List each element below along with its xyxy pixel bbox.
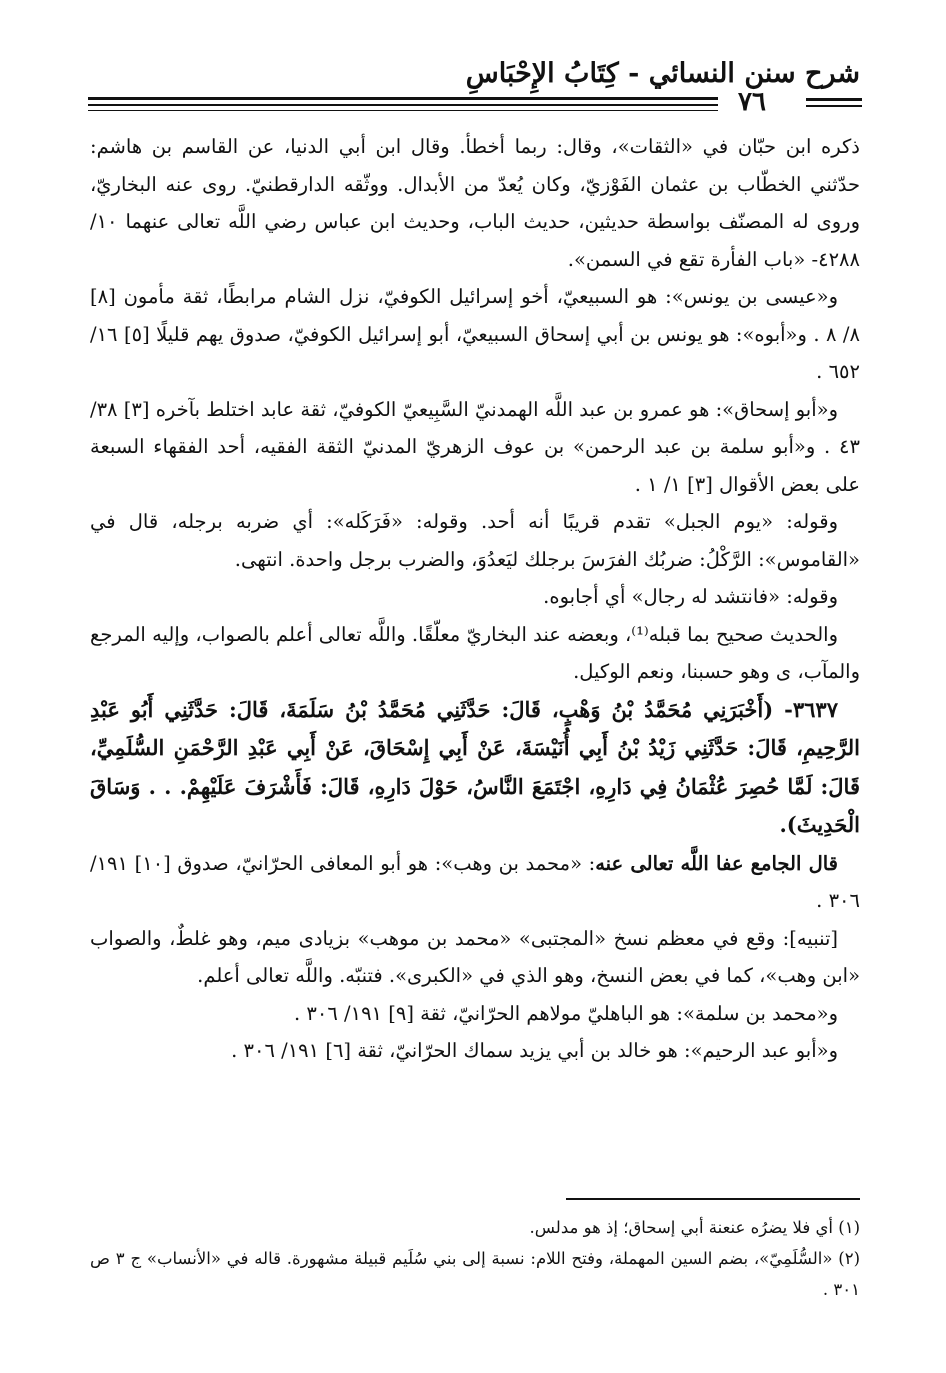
paragraph: و«أبو إسحاق»: هو عمرو بن عبد اللَّه الهمدنيّ السَّبِيعيّ الكوفيّ، ثقة عابد اختلط بآخره [٣] ٣٨/ ٤٣ . و«أبو سلمة بن عبد الرحمن» بن عوف الزهريّ المدنيّ الثقة الفقيه، أحد الفقهاء السبعة على بعض الأقوال [٣] ١/ ١ . [90, 397, 860, 496]
paragraph: والحديث صحيح بما قبله⁽¹⁾، وبعضه عند البخاريّ معلّقًا. واللَّه تعالى أعلم بالصواب، وإليه المرجع والمآب، ى وهو حسبنا، ونعم الوكيل. [90, 622, 860, 683]
paragraph: و«عيسى بن يونس»: هو السبيعيّ، أخو إسرائيل الكوفيّ، نزل الشام مرابطًا، ثقة مأمون [٨] ٨/ ٨ . و«أبوه»: هو يونس بن أبي إسحاق السبيعيّ، أبو إسرائيل الكوفيّ، صدوق يهم قليلًا [٥] ١٦/ ٦٥٢ . [90, 285, 860, 383]
paragraph: وقوله: «يوم الجبل» تقدم قريبًا أنه أحد. وقوله: «فَرَكَله»: أي ضربه برجله، قال في «القاموس»: الرَّكْلُ: ضربُك الفرَسَ برجلك ليَعدُوَ، والضرب برجل واحدة. انتهى. [90, 510, 860, 571]
paragraph [90, 845, 860, 920]
paragraph: ذكره ابن حبّان في «الثقات»، وقال: ربما أخطأ. وقال ابن أبي الدنيا، عن القاسم بن هاشم: حدّثني الخطّاب بن عثمان الفَوْزيّ، وكان يُعدّ من الأبدال. ووثّقه الدارقطنيّ. روى عنه البخاريّ، وروى له المصنّف بواسطة حديثين، حديث الباب، وحديث ابن عباس رضي اللَّه تعالى عنهما ١٠/ ٤٢٨٨- «باب الفأرة تقع في السمن». [90, 135, 860, 271]
page-number-rule [806, 105, 862, 107]
page-number-rule [806, 98, 862, 101]
footnotes [90, 1212, 860, 1305]
footnote: (١) أي فلا يضرُه عنعنة أبي إسحاق؛ إذ هو مدلس. [529, 1218, 860, 1237]
header-rule [88, 104, 718, 106]
footnote: (٢) «السُّلَمِيّ»، بضم السين المهملة، وفتح اللام: نسبة إلى بني سُلَيم قبيلة مشهورة. قاله في «الأنساب» ج ٣ ص ٣٠١ . [90, 1249, 860, 1299]
header-rule [88, 110, 718, 111]
running-header [90, 58, 860, 89]
page-number: ٧٦ [738, 87, 766, 117]
paragraph: وقوله: «فانتشد له رجال» أي أجابوه. [543, 585, 838, 608]
paragraph: و«محمد بن سلمة»: هو الباهليّ مولاهم الحرّانيّ، ثقة [٩] ١٩١/ ٣٠٦ . [294, 1001, 838, 1025]
paragraph: [تنبيه]: وقع في معظم نسخ «المجتبى» «محمد بن موهب» بزيادى ميم، وهو غلطٌ، والصواب «ابن وهب»، كما في بعض النسخ، وهو الذي في «الكبرى». فتنبّه. واللَّه تعالى أعلم. [90, 926, 860, 987]
commentary-lead: قال الجامع عفا اللَّه تعالى عنه [595, 851, 838, 875]
main-text [90, 128, 860, 1070]
footnote-rule [566, 1198, 860, 1200]
paragraph: و«أبو عبد الرحيم»: هو خالد بن أبي يزيد سماك الحرّانيّ، ثقة [٦] ١٩١/ ٣٠٦ . [231, 1039, 838, 1062]
commentary-text: : «محمد بن وهب»: هو أبو المعافى الحرّانيّ، صدوق [١٠] ١٩١/ ٣٠٦ . [90, 851, 860, 912]
header-rule [88, 97, 718, 100]
hadith-text: ٣٦٣٧- (أَخْبَرَنِي مُحَمَّدُ بْنُ وَهْبٍ، قَالَ: حَدَّثَنِي مُحَمَّدُ بْنُ سَلَمَةَ، قَالَ: حَدَّثَنِي أَبُو عَبْدِ الرَّحِيمِ، قَالَ: حَدَّثَنِي زَيْدُ بْنُ أَبِي أُنَيْسَةَ، عَنْ أَبِي إِسْحَاقَ، عَنْ أَبِي عَبْدِ الرَّحْمَنِ السُّلَمِيِّ، قَالَ: لَمَّا حُصِرَ عُثْمَانُ فِي دَارِهِ، اجْتَمَعَ النَّاسُ، حَوْلَ دَارِهِ، قَالَ: فَأَشْرَفَ عَلَيْهِمْ. . . وَسَاقَ الْحَدِيثَ). [90, 696, 860, 837]
header-title: شرح سنن النسائي - كِتَابُ الإِحْبَاسِ [465, 58, 860, 89]
